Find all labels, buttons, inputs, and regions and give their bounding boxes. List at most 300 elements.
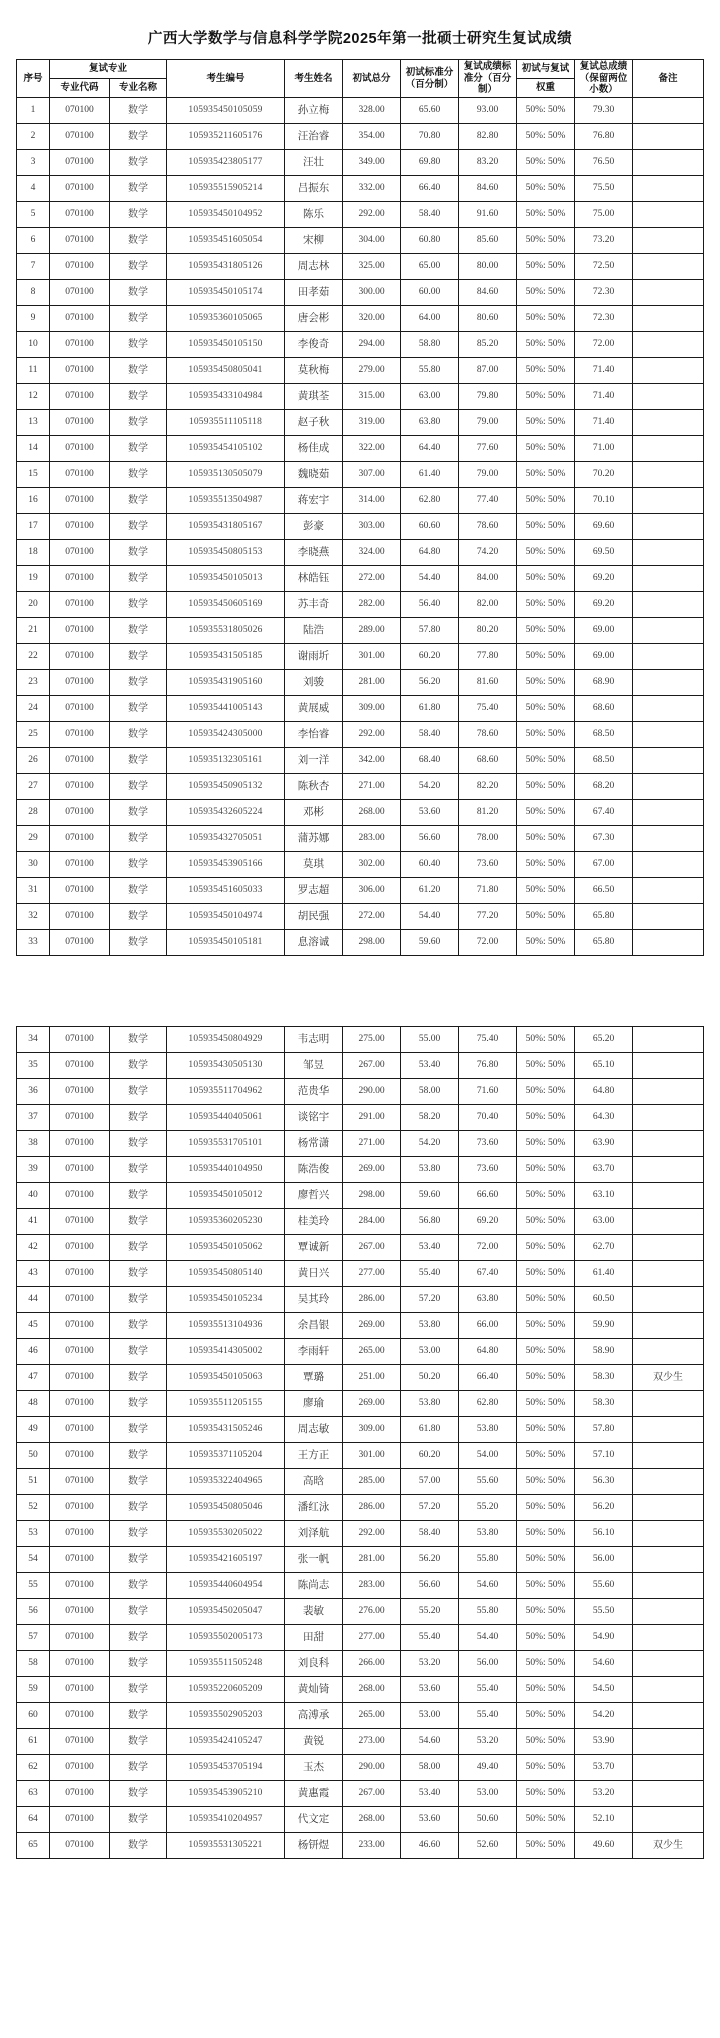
cell-major-name: 数学 <box>110 1729 167 1755</box>
table-row <box>17 1131 704 1157</box>
score-table-page2 <box>16 1026 704 1859</box>
header-weight-top: 初试与复试 <box>517 60 575 79</box>
cell-retest-std: 85.20 <box>459 332 517 358</box>
cell-remark <box>633 618 704 644</box>
table-row <box>16 748 703 774</box>
cell-major-name: 数学 <box>110 1599 167 1625</box>
cell-major-name: 数学 <box>110 1157 167 1183</box>
cell-candidate-name: 邓彬 <box>285 800 343 826</box>
cell-candidate-no: 105935132305161 <box>167 748 285 774</box>
cell-candidate-name: 唐会彬 <box>285 306 343 332</box>
cell-candidate-no: 105935531305221 <box>167 1833 285 1859</box>
cell-final-score: 54.60 <box>575 1651 633 1677</box>
cell-seq: 33 <box>16 930 49 956</box>
cell-initial-std: 57.80 <box>401 618 459 644</box>
cell-major-code: 070100 <box>50 1417 110 1443</box>
cell-retest-std: 79.00 <box>459 410 517 436</box>
cell-major-code: 070100 <box>50 1261 110 1287</box>
cell-initial-std: 64.80 <box>401 540 459 566</box>
cell-remark <box>633 1391 704 1417</box>
cell-major-name: 数学 <box>109 254 166 280</box>
cell-final-score: 55.60 <box>575 1573 633 1599</box>
cell-seq: 10 <box>16 332 49 358</box>
cell-major-code: 070100 <box>49 514 109 540</box>
cell-seq: 15 <box>16 462 49 488</box>
cell-remark <box>633 1209 704 1235</box>
table-row <box>16 150 703 176</box>
cell-weight: 50%: 50% <box>517 540 575 566</box>
cell-candidate-no: 105935502005173 <box>167 1625 285 1651</box>
cell-initial-std: 60.00 <box>401 280 459 306</box>
cell-initial-std: 61.20 <box>401 878 459 904</box>
cell-seq: 24 <box>16 696 49 722</box>
cell-weight: 50%: 50% <box>517 1417 575 1443</box>
cell-final-score: 71.40 <box>575 410 633 436</box>
cell-initial-total: 300.00 <box>343 280 401 306</box>
cell-initial-std: 56.60 <box>401 1573 459 1599</box>
cell-remark <box>633 1729 704 1755</box>
cell-candidate-name: 莫琪 <box>285 852 343 878</box>
cell-initial-total: 285.00 <box>343 1469 401 1495</box>
cell-weight: 50%: 50% <box>517 1079 575 1105</box>
cell-candidate-no: 105935322404965 <box>167 1469 285 1495</box>
cell-major-code: 070100 <box>49 722 109 748</box>
table-row <box>17 1261 704 1287</box>
cell-remark <box>633 670 704 696</box>
table-row <box>16 462 703 488</box>
cell-initial-total: 279.00 <box>343 358 401 384</box>
cell-final-score: 67.30 <box>575 826 633 852</box>
table-row <box>17 1599 704 1625</box>
cell-major-code: 070100 <box>49 930 109 956</box>
table-row <box>16 514 703 540</box>
cell-major-name: 数学 <box>109 592 166 618</box>
cell-weight: 50%: 50% <box>517 592 575 618</box>
cell-retest-std: 79.00 <box>459 462 517 488</box>
cell-candidate-name: 谢雨圻 <box>285 644 343 670</box>
cell-remark <box>633 384 704 410</box>
cell-candidate-no: 105935450105174 <box>167 280 285 306</box>
cell-retest-std: 54.00 <box>459 1443 517 1469</box>
table-row <box>17 1469 704 1495</box>
cell-candidate-no: 105935502905203 <box>167 1703 285 1729</box>
cell-retest-std: 80.60 <box>459 306 517 332</box>
cell-major-code: 070100 <box>50 1079 110 1105</box>
cell-retest-std: 52.60 <box>459 1833 517 1859</box>
cell-candidate-no: 105935450805046 <box>167 1495 285 1521</box>
cell-major-name: 数学 <box>109 332 166 358</box>
cell-candidate-name: 李晓燕 <box>285 540 343 566</box>
cell-initial-total: 277.00 <box>343 1261 401 1287</box>
cell-weight: 50%: 50% <box>517 98 575 124</box>
cell-weight: 50%: 50% <box>517 930 575 956</box>
cell-final-score: 56.30 <box>575 1469 633 1495</box>
cell-initial-std: 55.40 <box>401 1625 459 1651</box>
cell-weight: 50%: 50% <box>517 1729 575 1755</box>
cell-weight: 50%: 50% <box>517 1131 575 1157</box>
cell-seq: 61 <box>17 1729 50 1755</box>
cell-candidate-no: 105935431505246 <box>167 1417 285 1443</box>
cell-initial-std: 55.80 <box>401 358 459 384</box>
cell-initial-std: 60.40 <box>401 852 459 878</box>
cell-seq: 22 <box>16 644 49 670</box>
table-row <box>16 722 703 748</box>
cell-remark <box>633 1703 704 1729</box>
table-row <box>17 1651 704 1677</box>
cell-remark <box>633 332 704 358</box>
cell-candidate-name: 蒲苏娜 <box>285 826 343 852</box>
cell-candidate-name: 玉杰 <box>285 1755 343 1781</box>
table-row <box>16 670 703 696</box>
cell-seq: 34 <box>17 1027 50 1053</box>
cell-major-code: 070100 <box>49 852 109 878</box>
cell-final-score: 60.50 <box>575 1287 633 1313</box>
cell-candidate-name: 邹昱 <box>285 1053 343 1079</box>
cell-candidate-name: 刘泽航 <box>285 1521 343 1547</box>
cell-initial-total: 271.00 <box>343 1131 401 1157</box>
cell-major-code: 070100 <box>50 1235 110 1261</box>
cell-initial-total: 325.00 <box>343 254 401 280</box>
cell-final-score: 73.20 <box>575 228 633 254</box>
cell-initial-std: 62.80 <box>401 488 459 514</box>
cell-initial-total: 283.00 <box>343 826 401 852</box>
table-row <box>17 1625 704 1651</box>
cell-initial-std: 61.40 <box>401 462 459 488</box>
cell-retest-std: 74.20 <box>459 540 517 566</box>
table-row <box>17 1807 704 1833</box>
table-row <box>17 1729 704 1755</box>
cell-major-name: 数学 <box>110 1209 167 1235</box>
table-row <box>17 1157 704 1183</box>
cell-major-name: 数学 <box>110 1235 167 1261</box>
cell-major-code: 070100 <box>49 540 109 566</box>
cell-candidate-name: 汪壮 <box>285 150 343 176</box>
cell-candidate-name: 范贵华 <box>285 1079 343 1105</box>
cell-initial-std: 54.20 <box>401 1131 459 1157</box>
cell-seq: 52 <box>17 1495 50 1521</box>
header-candidate-no: 考生编号 <box>167 60 285 98</box>
cell-initial-std: 60.60 <box>401 514 459 540</box>
cell-weight: 50%: 50% <box>517 878 575 904</box>
cell-major-code: 070100 <box>50 1495 110 1521</box>
cell-remark <box>633 1677 704 1703</box>
cell-retest-std: 75.40 <box>459 696 517 722</box>
cell-weight: 50%: 50% <box>517 254 575 280</box>
cell-seq: 58 <box>17 1651 50 1677</box>
score-table-page1 <box>16 59 704 956</box>
cell-final-score: 72.50 <box>575 254 633 280</box>
cell-final-score: 62.70 <box>575 1235 633 1261</box>
cell-initial-std: 58.40 <box>401 1521 459 1547</box>
cell-remark <box>633 826 704 852</box>
cell-retest-std: 53.80 <box>459 1417 517 1443</box>
cell-weight: 50%: 50% <box>517 722 575 748</box>
cell-remark <box>633 1625 704 1651</box>
cell-major-name: 数学 <box>109 228 166 254</box>
cell-candidate-no: 105935450205047 <box>167 1599 285 1625</box>
cell-major-name: 数学 <box>109 306 166 332</box>
cell-major-name: 数学 <box>110 1807 167 1833</box>
table-row <box>16 98 703 124</box>
cell-remark <box>633 410 704 436</box>
cell-retest-std: 67.40 <box>459 1261 517 1287</box>
cell-remark <box>633 254 704 280</box>
cell-remark <box>633 176 704 202</box>
cell-candidate-name: 谈铭宇 <box>285 1105 343 1131</box>
cell-seq: 64 <box>17 1807 50 1833</box>
cell-remark <box>633 1651 704 1677</box>
cell-initial-total: 269.00 <box>343 1157 401 1183</box>
cell-candidate-name: 魏晓茹 <box>285 462 343 488</box>
cell-remark <box>633 696 704 722</box>
cell-remark <box>633 774 704 800</box>
cell-candidate-no: 105935531705101 <box>167 1131 285 1157</box>
cell-initial-std: 53.80 <box>401 1157 459 1183</box>
cell-major-name: 数学 <box>110 1755 167 1781</box>
cell-final-score: 72.00 <box>575 332 633 358</box>
cell-weight: 50%: 50% <box>517 826 575 852</box>
cell-initial-std: 53.80 <box>401 1313 459 1339</box>
cell-candidate-name: 余昌银 <box>285 1313 343 1339</box>
cell-weight: 50%: 50% <box>517 280 575 306</box>
cell-candidate-name: 杨钘煜 <box>285 1833 343 1859</box>
table-row <box>16 618 703 644</box>
cell-remark <box>633 878 704 904</box>
cell-major-code: 070100 <box>49 748 109 774</box>
cell-candidate-no: 105935433104984 <box>167 384 285 410</box>
cell-seq: 35 <box>17 1053 50 1079</box>
cell-remark <box>633 748 704 774</box>
cell-remark <box>633 462 704 488</box>
cell-retest-std: 81.20 <box>459 800 517 826</box>
cell-initial-total: 265.00 <box>343 1703 401 1729</box>
cell-major-code: 070100 <box>49 800 109 826</box>
cell-candidate-no: 105935450805153 <box>167 540 285 566</box>
cell-initial-std: 56.20 <box>401 1547 459 1573</box>
cell-seq: 44 <box>17 1287 50 1313</box>
table-row <box>17 1521 704 1547</box>
table-row <box>16 826 703 852</box>
cell-final-score: 69.50 <box>575 540 633 566</box>
cell-initial-std: 53.00 <box>401 1339 459 1365</box>
cell-seq: 14 <box>16 436 49 462</box>
cell-final-score: 68.90 <box>575 670 633 696</box>
table-row <box>17 1079 704 1105</box>
table-row <box>17 1313 704 1339</box>
cell-weight: 50%: 50% <box>517 462 575 488</box>
table-row <box>16 696 703 722</box>
cell-retest-std: 83.20 <box>459 150 517 176</box>
cell-remark: 双少生 <box>633 1833 704 1859</box>
cell-seq: 62 <box>17 1755 50 1781</box>
cell-remark <box>633 1131 704 1157</box>
cell-major-code: 070100 <box>50 1209 110 1235</box>
cell-retest-std: 55.60 <box>459 1469 517 1495</box>
cell-initial-total: 301.00 <box>343 1443 401 1469</box>
header-final-score: 复试总成绩（保留两位小数） <box>575 60 633 98</box>
cell-seq: 60 <box>17 1703 50 1729</box>
cell-major-name: 数学 <box>110 1313 167 1339</box>
cell-initial-std: 50.20 <box>401 1365 459 1391</box>
cell-initial-total: 298.00 <box>343 930 401 956</box>
cell-major-code: 070100 <box>49 202 109 228</box>
cell-seq: 16 <box>16 488 49 514</box>
cell-retest-std: 56.00 <box>459 1651 517 1677</box>
cell-final-score: 69.20 <box>575 566 633 592</box>
cell-remark <box>633 1079 704 1105</box>
cell-candidate-name: 黄琪荃 <box>285 384 343 410</box>
cell-major-name: 数学 <box>109 696 166 722</box>
cell-weight: 50%: 50% <box>517 1339 575 1365</box>
cell-final-score: 65.80 <box>575 930 633 956</box>
cell-major-name: 数学 <box>110 1521 167 1547</box>
cell-initial-total: 272.00 <box>343 566 401 592</box>
cell-initial-std: 56.80 <box>401 1209 459 1235</box>
cell-final-score: 67.00 <box>575 852 633 878</box>
cell-candidate-no: 105935431505185 <box>167 644 285 670</box>
cell-major-code: 070100 <box>50 1625 110 1651</box>
cell-initial-total: 277.00 <box>343 1625 401 1651</box>
cell-candidate-name: 陈浩俊 <box>285 1157 343 1183</box>
cell-initial-std: 59.60 <box>401 930 459 956</box>
cell-seq: 57 <box>17 1625 50 1651</box>
table-row <box>17 1183 704 1209</box>
cell-remark: 双少生 <box>633 1365 704 1391</box>
cell-seq: 2 <box>16 124 49 150</box>
cell-initial-std: 53.40 <box>401 1053 459 1079</box>
cell-initial-std: 53.60 <box>401 800 459 826</box>
cell-major-name: 数学 <box>109 722 166 748</box>
cell-final-score: 58.30 <box>575 1391 633 1417</box>
cell-major-name: 数学 <box>110 1651 167 1677</box>
cell-retest-std: 72.00 <box>459 930 517 956</box>
cell-candidate-name: 田孝茹 <box>285 280 343 306</box>
cell-retest-std: 55.40 <box>459 1677 517 1703</box>
cell-final-score: 65.10 <box>575 1053 633 1079</box>
cell-final-score: 69.00 <box>575 644 633 670</box>
cell-initial-total: 292.00 <box>343 722 401 748</box>
cell-major-name: 数学 <box>110 1625 167 1651</box>
cell-candidate-no: 105935450105059 <box>167 98 285 124</box>
cell-major-name: 数学 <box>110 1573 167 1599</box>
cell-final-score: 55.50 <box>575 1599 633 1625</box>
cell-weight: 50%: 50% <box>517 124 575 150</box>
cell-major-code: 070100 <box>50 1677 110 1703</box>
cell-retest-std: 82.20 <box>459 774 517 800</box>
cell-seq: 45 <box>17 1313 50 1339</box>
cell-final-score: 67.40 <box>575 800 633 826</box>
cell-initial-total: 267.00 <box>343 1781 401 1807</box>
cell-final-score: 56.00 <box>575 1547 633 1573</box>
cell-initial-total: 266.00 <box>343 1651 401 1677</box>
cell-retest-std: 84.60 <box>459 176 517 202</box>
cell-remark <box>633 592 704 618</box>
cell-candidate-name: 蒋宏宇 <box>285 488 343 514</box>
cell-retest-std: 66.40 <box>459 1365 517 1391</box>
table-row <box>16 644 703 670</box>
cell-final-score: 76.80 <box>575 124 633 150</box>
table-row <box>17 1365 704 1391</box>
cell-initial-std: 58.00 <box>401 1755 459 1781</box>
cell-candidate-no: 105935440405061 <box>167 1105 285 1131</box>
cell-candidate-name: 廖哲兴 <box>285 1183 343 1209</box>
cell-major-code: 070100 <box>50 1781 110 1807</box>
cell-retest-std: 77.20 <box>459 904 517 930</box>
cell-retest-std: 84.60 <box>459 280 517 306</box>
cell-final-score: 71.40 <box>575 384 633 410</box>
cell-major-name: 数学 <box>109 124 166 150</box>
cell-remark <box>633 1521 704 1547</box>
cell-major-code: 070100 <box>49 774 109 800</box>
cell-initial-total: 314.00 <box>343 488 401 514</box>
cell-major-code: 070100 <box>50 1599 110 1625</box>
cell-candidate-no: 105935431905160 <box>167 670 285 696</box>
table-row <box>16 358 703 384</box>
cell-initial-total: 354.00 <box>343 124 401 150</box>
cell-initial-std: 66.40 <box>401 176 459 202</box>
cell-seq: 30 <box>16 852 49 878</box>
cell-retest-std: 76.80 <box>459 1053 517 1079</box>
cell-major-code: 070100 <box>50 1339 110 1365</box>
cell-weight: 50%: 50% <box>517 228 575 254</box>
cell-remark <box>633 1261 704 1287</box>
cell-retest-std: 87.00 <box>459 358 517 384</box>
cell-final-score: 58.90 <box>575 1339 633 1365</box>
cell-major-name: 数学 <box>109 462 166 488</box>
cell-major-code: 070100 <box>49 254 109 280</box>
cell-final-score: 79.30 <box>575 98 633 124</box>
cell-remark <box>633 306 704 332</box>
cell-seq: 27 <box>16 774 49 800</box>
table-row <box>16 254 703 280</box>
cell-seq: 13 <box>16 410 49 436</box>
cell-final-score: 54.50 <box>575 1677 633 1703</box>
cell-weight: 50%: 50% <box>517 618 575 644</box>
cell-candidate-name: 裴敏 <box>285 1599 343 1625</box>
cell-final-score: 56.10 <box>575 1521 633 1547</box>
cell-initial-std: 64.40 <box>401 436 459 462</box>
cell-major-code: 070100 <box>50 1755 110 1781</box>
cell-remark <box>633 514 704 540</box>
cell-major-name: 数学 <box>110 1781 167 1807</box>
cell-weight: 50%: 50% <box>517 1755 575 1781</box>
cell-remark <box>633 1105 704 1131</box>
cell-candidate-name: 廖瑜 <box>285 1391 343 1417</box>
cell-seq: 50 <box>17 1443 50 1469</box>
cell-major-name: 数学 <box>109 670 166 696</box>
cell-retest-std: 91.60 <box>459 202 517 228</box>
cell-seq: 5 <box>16 202 49 228</box>
cell-retest-std: 75.40 <box>459 1027 517 1053</box>
header-initial-total: 初试总分 <box>343 60 401 98</box>
cell-major-code: 070100 <box>50 1469 110 1495</box>
cell-final-score: 57.80 <box>575 1417 633 1443</box>
cell-final-score: 68.60 <box>575 696 633 722</box>
cell-final-score: 65.80 <box>575 904 633 930</box>
cell-seq: 7 <box>16 254 49 280</box>
cell-candidate-no: 105935511704962 <box>167 1079 285 1105</box>
cell-final-score: 76.50 <box>575 150 633 176</box>
cell-final-score: 75.50 <box>575 176 633 202</box>
cell-candidate-name: 高晗 <box>285 1469 343 1495</box>
cell-retest-std: 53.20 <box>459 1729 517 1755</box>
cell-candidate-no: 105935451605033 <box>167 878 285 904</box>
cell-major-name: 数学 <box>109 202 166 228</box>
cell-major-code: 070100 <box>49 644 109 670</box>
cell-candidate-no: 105935450105234 <box>167 1287 285 1313</box>
cell-retest-std: 78.00 <box>459 826 517 852</box>
cell-initial-total: 303.00 <box>343 514 401 540</box>
